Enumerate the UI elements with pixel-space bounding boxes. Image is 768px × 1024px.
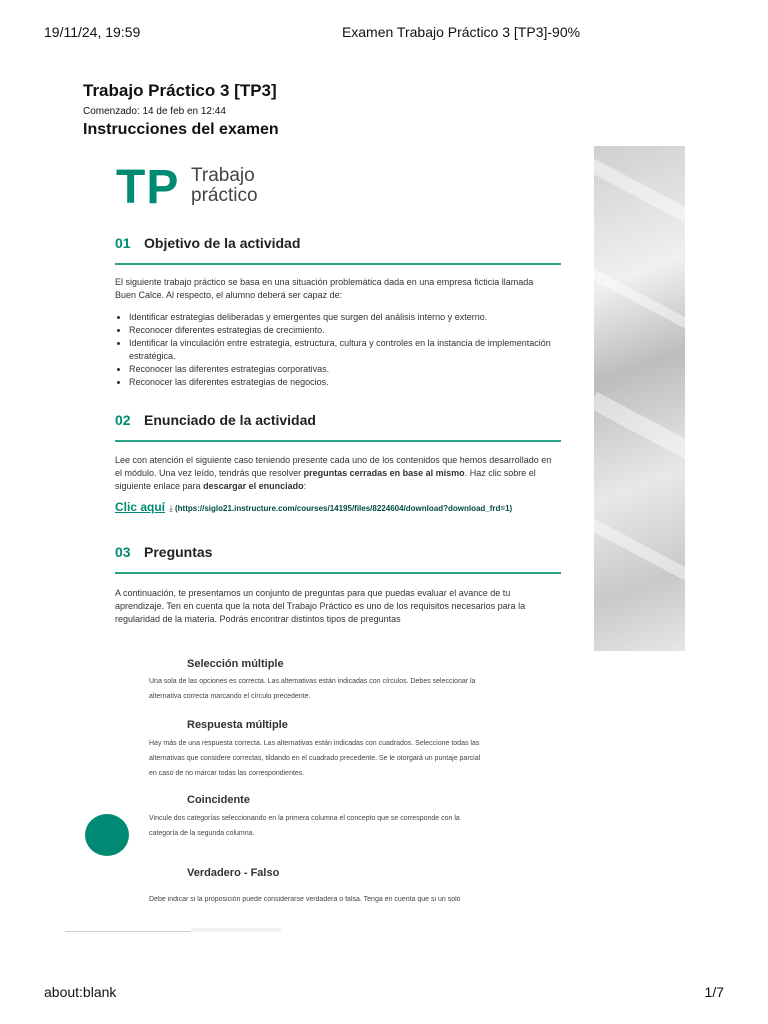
list-item: • Reconocer las diferentes estrategias de negocios. bbox=[129, 376, 569, 389]
download-url[interactable]: (https://siglo21.instructure.com/courses/14195/files/8224604/download?download_frd=1) bbox=[175, 504, 513, 513]
print-url: about:blank bbox=[44, 984, 117, 1000]
download-icon[interactable]: ⤓ bbox=[169, 503, 173, 513]
divider bbox=[65, 931, 190, 932]
question-type-description bbox=[149, 674, 529, 704]
question-type-description bbox=[149, 896, 529, 904]
section-title: Enunciado de la actividad bbox=[144, 412, 316, 428]
started-label: Comenzado: bbox=[83, 106, 140, 117]
question-type-description bbox=[149, 736, 529, 781]
section-title: Objetivo de la actividad bbox=[144, 235, 301, 251]
section-heading-enunciado bbox=[115, 412, 561, 442]
divider bbox=[191, 928, 281, 932]
section-number: 03 bbox=[115, 544, 131, 560]
page-title: Trabajo Práctico 3 [TP3] bbox=[83, 81, 277, 100]
question-type-description bbox=[149, 811, 529, 841]
enunciado-paragraph bbox=[115, 454, 555, 493]
list-item: • Reconocer diferentes estrategias de crecimiento. bbox=[129, 324, 569, 337]
description-line: alternativas que considere correctas, tildando en el cuadrado precedente. Se le otorgará un puntaje parcial bbox=[149, 755, 481, 762]
question-type-title: Respuesta múltiple bbox=[187, 719, 288, 731]
section-heading-preguntas bbox=[115, 544, 561, 574]
question-type-title: Coincidente bbox=[187, 794, 250, 806]
section-number: 01 bbox=[115, 235, 131, 251]
tp-logo-mark: TP bbox=[116, 161, 180, 214]
started-value: 14 de feb en 12:44 bbox=[142, 106, 226, 117]
description-line: categoría de la segunda columna. bbox=[149, 830, 255, 837]
print-page-number: 1/7 bbox=[704, 984, 724, 1000]
print-date: 19/11/24, 19:59 bbox=[44, 24, 141, 40]
started-info bbox=[83, 106, 226, 117]
description-line: Debe indicar si la proposición puede considerarse verdadera o falsa. Tenga en cuenta que si un solo bbox=[149, 896, 461, 903]
description-line: Una sola de las opciones es correcta. Las alternativas están indicadas con círculos. Debes seleccionar la bbox=[149, 678, 476, 685]
description-line: alternativa correcta marcando el círculo precedente. bbox=[149, 693, 311, 700]
decorative-banner-image bbox=[594, 146, 685, 904]
print-doc-title: Examen Trabajo Práctico 3 [TP3]-90% bbox=[341, 24, 581, 40]
text-run-bold: preguntas cerradas en base al mismo bbox=[303, 468, 465, 478]
text-run-bold: descargar el enunciado bbox=[203, 481, 304, 491]
text-run: Lee con atención el siguiente caso teniendo presente cada uno de los contenidos que hemos desarrollado en el módulo. Una vez leído, tendrás que resolver bbox=[115, 455, 552, 478]
download-link-row bbox=[115, 500, 512, 514]
preguntas-paragraph: A continuación, te presentamos un conjunto de preguntas para que puedas evaluar el avance de tu aprendizaje. Ten en cuenta que la nota del Trabajo Práctico es uno de los requisitos necesarios para la regularidad de la materia. Podrás encontrar distintos tipos de preguntas bbox=[115, 588, 526, 624]
description-line: en caso de no marcar todas las correspondientes. bbox=[149, 770, 305, 777]
question-type-title: Selección múltiple bbox=[187, 658, 284, 670]
description-line: Vincule dos categorías seleccionando en la primera columna el concepto que se corresponde con la bbox=[149, 815, 460, 822]
section-title: Preguntas bbox=[144, 544, 213, 560]
accent-circle bbox=[85, 814, 129, 856]
download-link[interactable]: Clic aquí bbox=[115, 500, 166, 514]
list-item: • Identificar la vinculación entre estrategia, estructura, cultura y controles en la instancia de implementación estratégica. bbox=[129, 337, 569, 363]
tp-logo-text: Trabajo práctico bbox=[191, 165, 258, 206]
objetivo-bullet-list bbox=[115, 311, 569, 389]
text-run: : bbox=[303, 481, 307, 491]
print-header bbox=[0, 24, 768, 44]
description-line: Hay más de una respuesta correcta. Las alternativas están indicadas con cuadrados. Seleccione todas las bbox=[149, 740, 480, 747]
list-item: • Identificar estrategias deliberadas y emergentes que surgen del análisis interno y externo. bbox=[129, 311, 569, 324]
section-heading-objetivo bbox=[115, 235, 561, 265]
section-number: 02 bbox=[115, 412, 131, 428]
question-type-title: Verdadero - Falso bbox=[187, 867, 280, 879]
instructions-title: Instrucciones del examen bbox=[83, 121, 279, 138]
objetivo-paragraph: El siguiente trabajo práctico se basa en una situación problemática dada en una empresa ficticia llamada Buen Calce. Al respecto, el alumno deberá ser capaz de: bbox=[115, 277, 534, 300]
list-item: • Reconocer las diferentes estrategias corporativas. bbox=[129, 363, 569, 376]
text-run: . Haz clic sobre el siguiente enlace para bbox=[115, 468, 536, 491]
